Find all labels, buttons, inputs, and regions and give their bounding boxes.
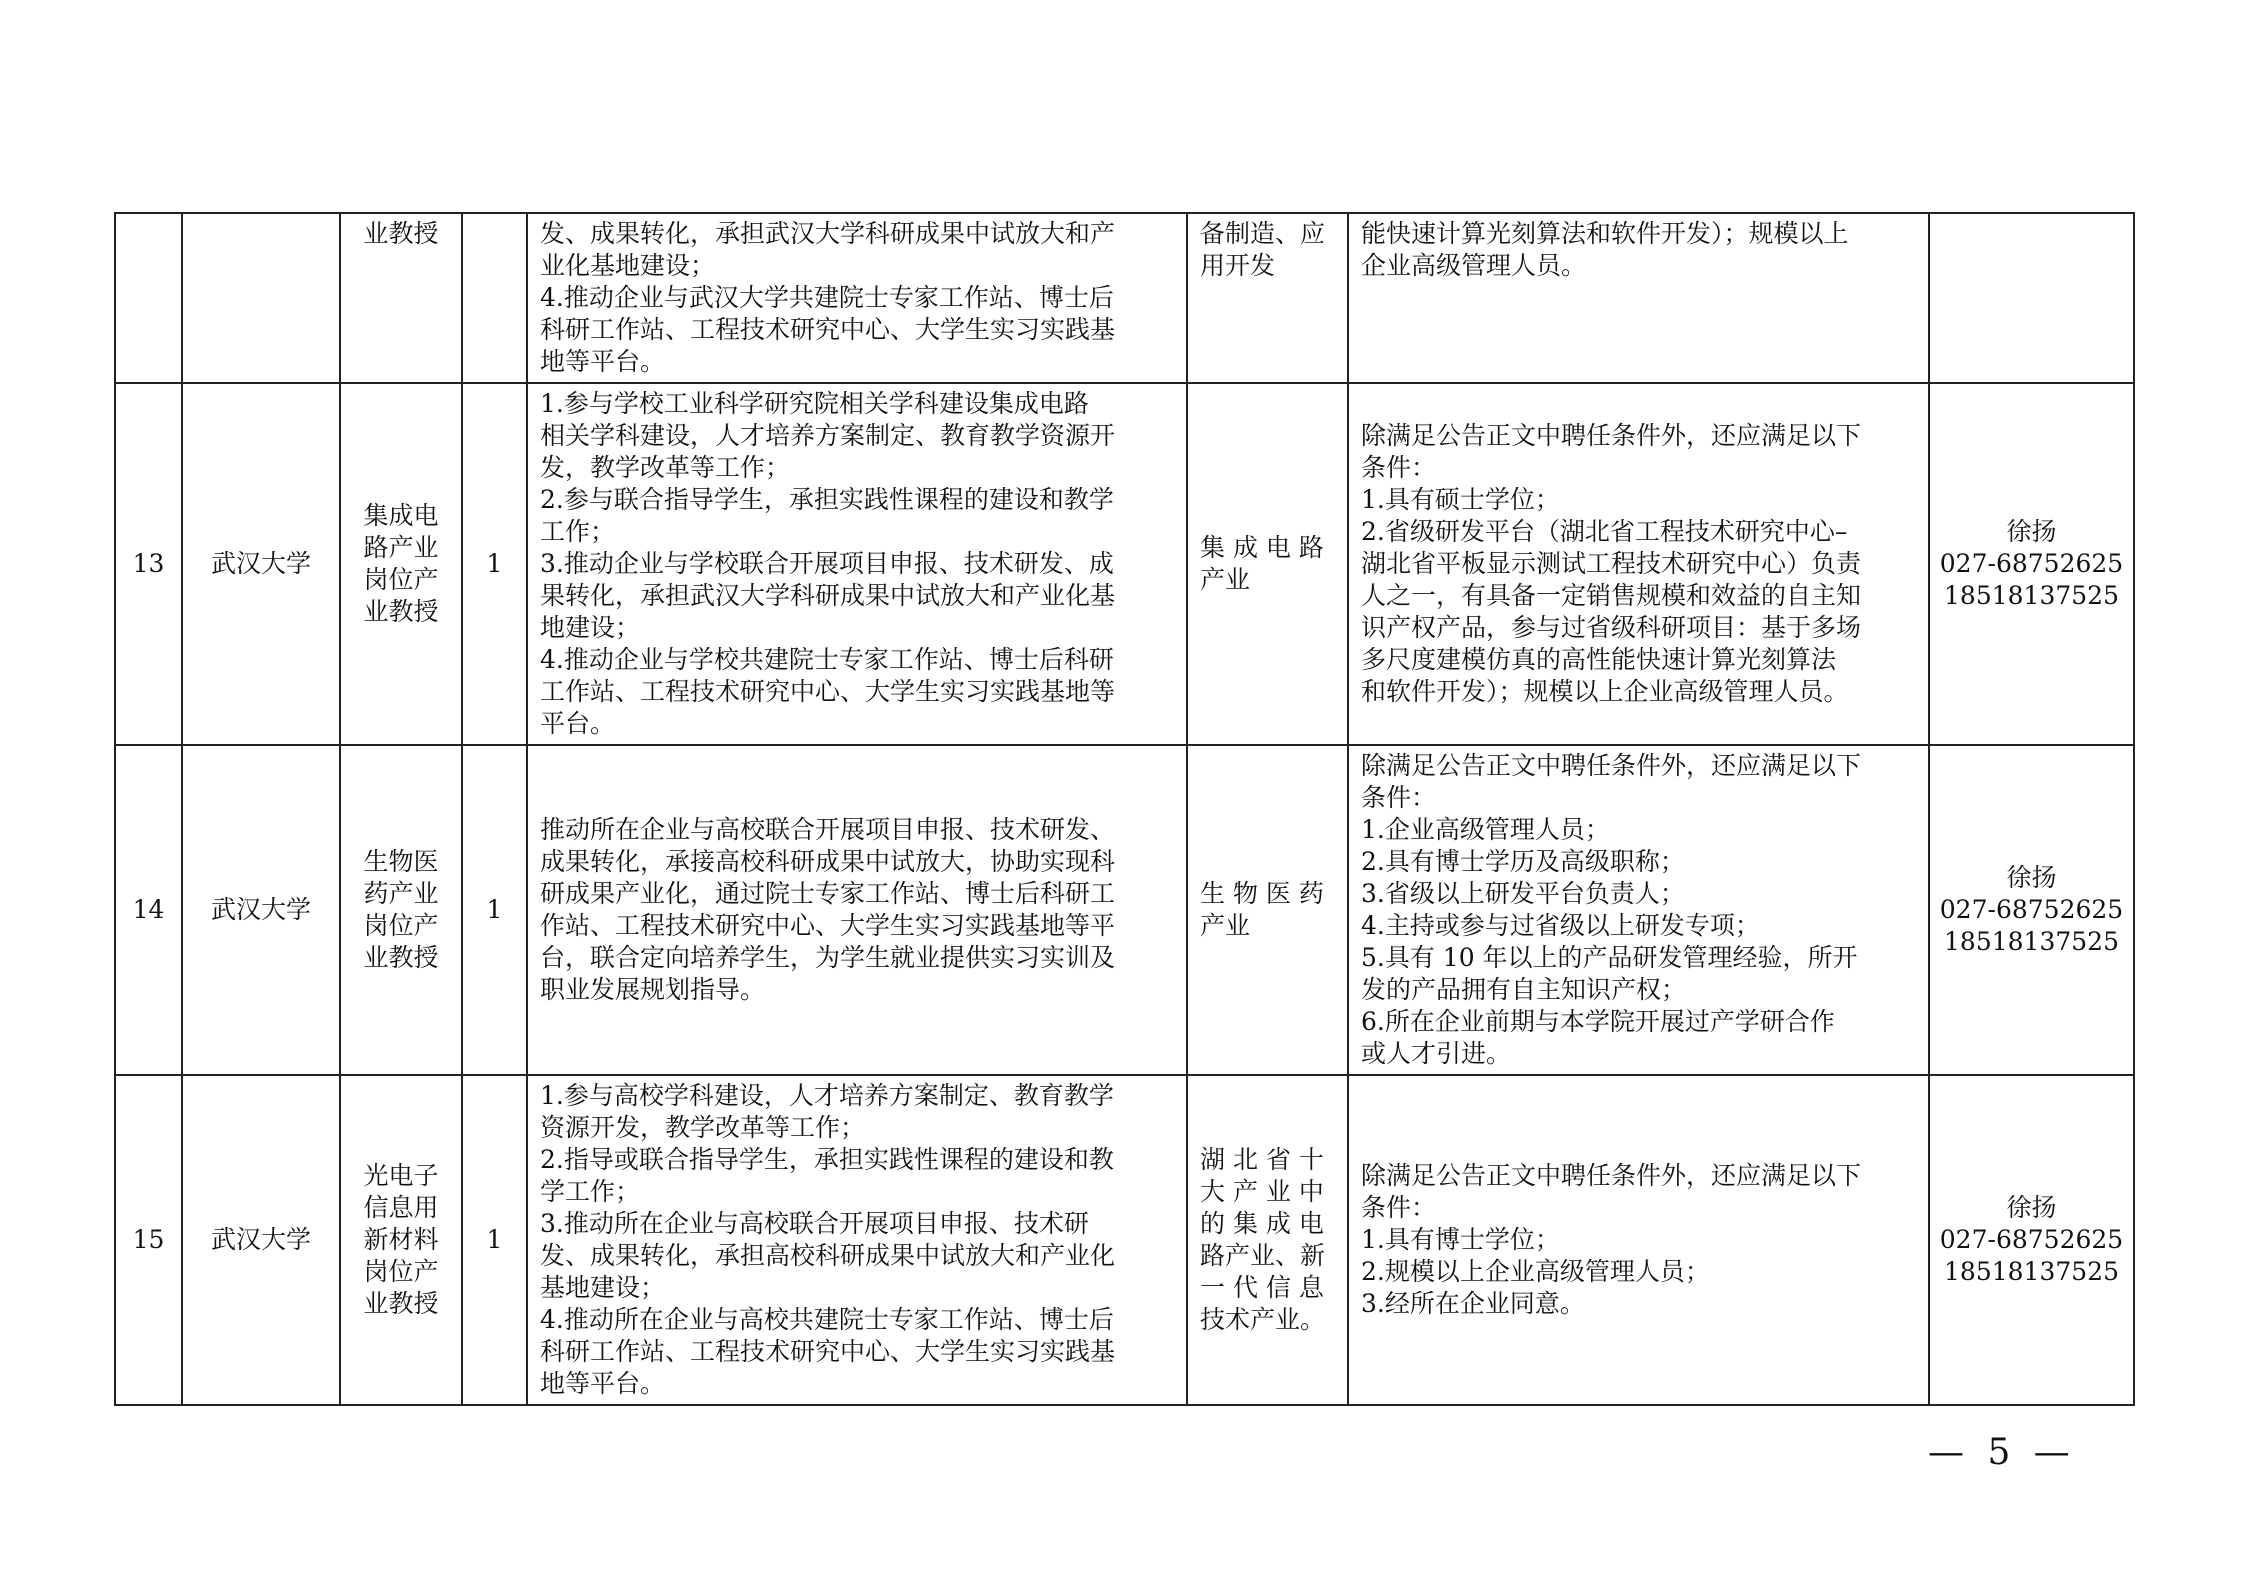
post-count: 1 [462,745,527,1075]
conditions-cell: 除满足公告正文中聘任条件外，还应满足以下 条件： 1.具有博士学位； 2.规模以上企业高级管理人员； 3.经所在企业同意。 [1348,1075,1929,1405]
industry-cell: 备制造、应 用开发 [1187,213,1348,383]
industry-cell: 湖 北 省 十 大 产 业 中 的 集 成 电 路产业、新 一 代 信 息 技术产业。 [1187,1075,1348,1405]
industry-cell: 集 成 电 路 产业 [1187,383,1348,745]
conditions-cell: 除满足公告正文中聘任条件外，还应满足以下 条件： 1.企业高级管理人员； 2.具有博士学历及高级职称； 3.省级以上研发平台负责人； 4.主持或参与过省级以上研发专项； 5.具有 10 年以上的产品研发管理经验，所开 发的产品拥有自主知识产权； 6.所在企业前期与本学院开展过产学研合作 或人才引进。 [1348,745,1929,1075]
duties-cell: 1.参与高校学科建设，人才培养方案制定、教育教学 资源开发，教学改革等工作； 2.指导或联合指导学生，承担实践性课程的建设和教 学工作； 3.推动所在企业与高校联合开展项目申报、技术研 发、成果转化，承担高校科研成果中试放大和产业化 基地建设； 4.推动所在企业与高校共建院士专家工作站、博士后 科研工作站、工程技术研究中心、大学生实习实践基 地等平台。 [527,1075,1187,1405]
conditions-cell: 能快速计算光刻算法和软件开发）；规模以上 企业高级管理人员。 [1348,213,1929,383]
post-name: 生物医 药产业 岗位产 业教授 [340,745,462,1075]
recruitment-table [114,212,2135,1406]
duties-cell: 1.参与学校工业科学研究院相关学科建设集成电路 相关学科建设，人才培养方案制定、教育教学资源开 发，教学改革等工作； 2.参与联合指导学生，承担实践性课程的建设和教学 工作； 3.推动企业与学校联合开展项目申报、技术研发、成 果转化，承担武汉大学科研成果中试放大和产业化基 地建设； 4.推动企业与学校共建院士专家工作站、博士后科研 工作站、工程技术研究中心、大学生实习实践基地等 平台。 [527,383,1187,745]
unit-name: 武汉大学 [182,745,340,1075]
table-row [115,745,2134,1075]
row-number [115,213,182,383]
row-number: 15 [115,1075,182,1405]
unit-name: 武汉大学 [182,1075,340,1405]
contact-cell: 徐扬 027-68752625 18518137525 [1929,1075,2134,1405]
post-name: 业教授 [340,213,462,383]
post-count [462,213,527,383]
unit-name: 武汉大学 [182,383,340,745]
table-row [115,1075,2134,1405]
contact-cell [1929,213,2134,383]
post-count: 1 [462,383,527,745]
unit-name [182,213,340,383]
post-name: 集成电 路产业 岗位产 业教授 [340,383,462,745]
post-name: 光电子 信息用 新材料 岗位产 业教授 [340,1075,462,1405]
table-row [115,383,2134,745]
duties-cell: 推动所在企业与高校联合开展项目申报、技术研发、 成果转化，承接高校科研成果中试放大，协助实现科 研成果产业化，通过院士专家工作站、博士后科研工 作站、工程技术研究中心、大学生实习实践基地等平 台，联合定向培养学生，为学生就业提供实习实训及 职业发展规划指导。 [527,745,1187,1075]
industry-cell: 生 物 医 药 产业 [1187,745,1348,1075]
table-row [115,213,2134,383]
row-number: 14 [115,745,182,1075]
row-number: 13 [115,383,182,745]
contact-cell: 徐扬 027-68752625 18518137525 [1929,745,2134,1075]
page-number: — 5 — [1928,1432,2076,1473]
conditions-cell: 除满足公告正文中聘任条件外，还应满足以下 条件： 1.具有硕士学位； 2.省级研发平台（湖北省工程技术研究中心– 湖北省平板显示测试工程技术研究中心）负责 人之一，有具备一定销售规模和效益的自主知 识产权产品，参与过省级科研项目：基于多场 多尺度建模仿真的高性能快速计算光刻算法 和软件开发）；规模以上企业高级管理人员。 [1348,383,1929,745]
post-count: 1 [462,1075,527,1405]
contact-cell: 徐扬 027-68752625 18518137525 [1929,383,2134,745]
duties-cell: 发、成果转化，承担武汉大学科研成果中试放大和产 业化基地建设； 4.推动企业与武汉大学共建院士专家工作站、博士后 科研工作站、工程技术研究中心、大学生实习实践基 地等平台。 [527,213,1187,383]
